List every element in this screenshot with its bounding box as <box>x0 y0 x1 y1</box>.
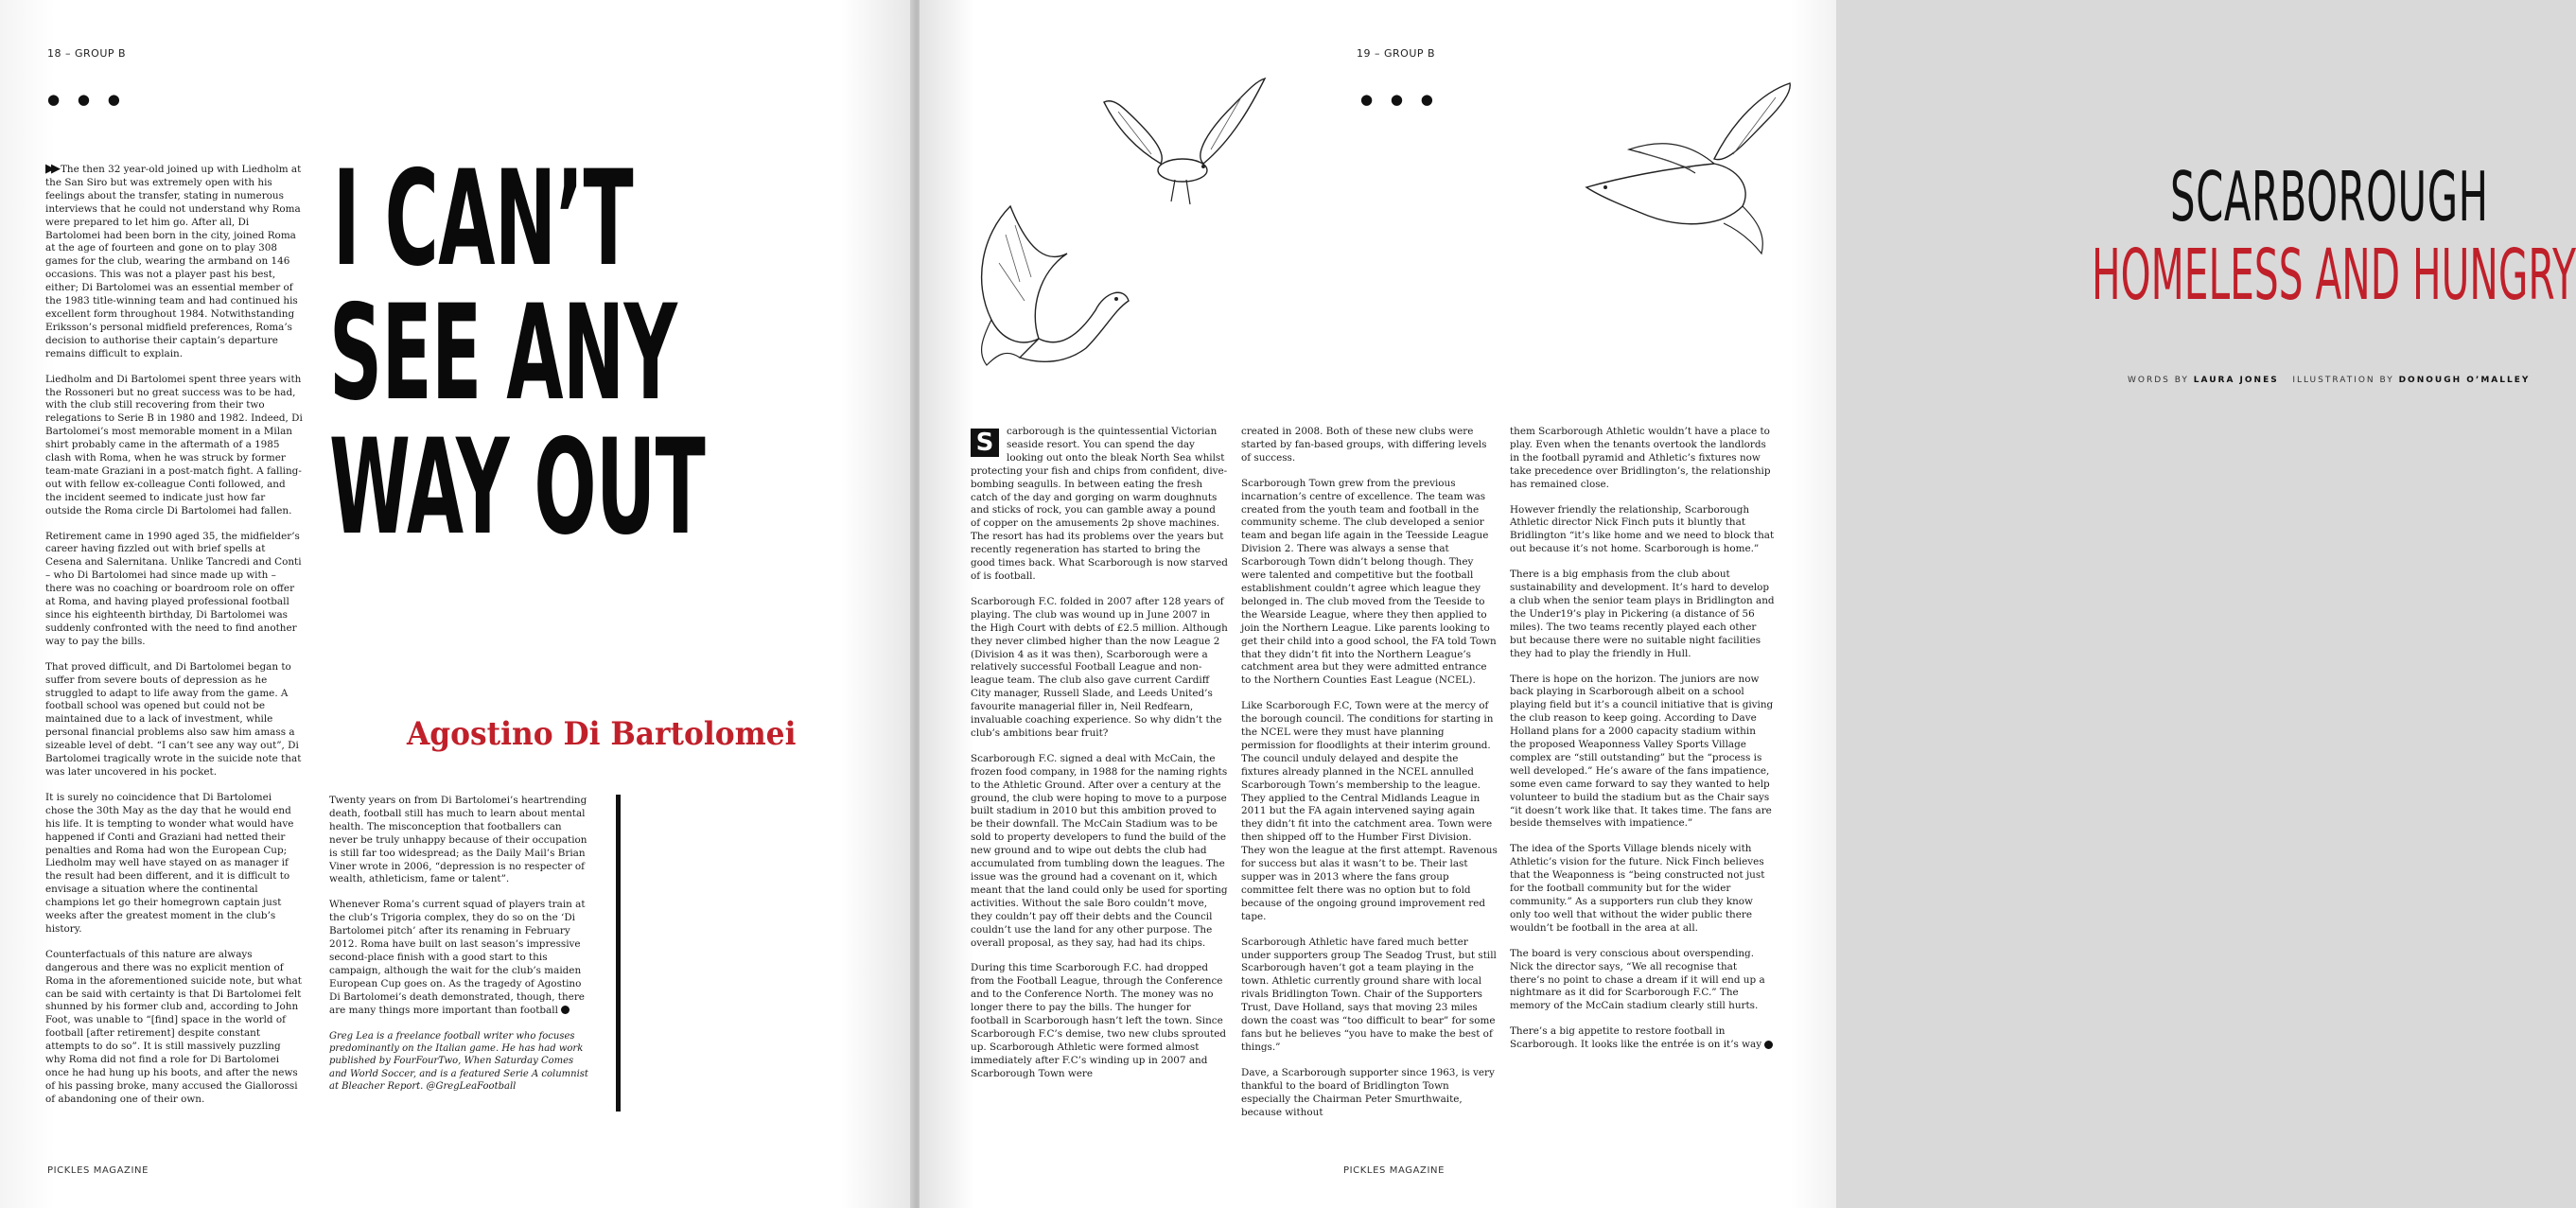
author-bio: Greg Lea is a freelance football writer who focuses predominantly on the Italian game. He has had work published by FourFourTwo, When Saturday Comes and World Soccer, and is a featured Serie A columnist at Bleacher Report. @GregLeaFootball <box>329 1030 588 1093</box>
paragraph: S carborough is the quintessential Victorian seaside resort. You can spend the day looking out onto the bleak North Sea whilst protecting your fish and chips from confident, dive-bombing seagulls. In between eating the fresh catch of the day and gorging on warm doughnuts and sticks of rock, you can gamble away a pound of copper on the amusements 2p shove machines. The resort has had its problems over the years but recently regeneration has started to bring the good times back. What Scarborough is now starved of is football. <box>971 426 1228 582</box>
paragraph: Counterfactuals of this nature are always dangerous and there was no explicit mention of Roma in the aforementioned suicide note, but what can be said with certainty is that Di Bartolomei felt shunned by his former club and, according to John Foot, was unable to “[find] space in the world of football [after retirement] despite constant attempts to do so”. It is still massively puzzling why Roma did not find a role for Di Bartolomei once he had hung up his boots, and after the news of his passing broke, many accused the Giallorossi of abandoning one of their own. <box>45 948 302 1105</box>
article-column-2 <box>329 795 589 1106</box>
paragraph: There is a big emphasis from the club about sustainability and development. It’s hard to develop a club when the senior team plays in Bridlington and the Under19’s play in Pickering (a distance of 56 miles). The two teams recently played each other but because there were no suitable night facilities they had to play the friendly in Hull. <box>1510 569 1775 659</box>
drop-cap: S <box>971 429 999 457</box>
page-footer: PICKLES MAGAZINE <box>47 1165 149 1176</box>
article-subtitle: HOMELESS AND HUNGRY <box>2092 235 2576 316</box>
headline-line: WAY OUT <box>329 411 706 564</box>
paragraph: ▶▶ The then 32 year-old joined up with Liedholm at the San Siro but was extremely open with his feelings about the transfer, stating in numerous interviews that he could not understand why Roma were prepared to let him go. After all, Di Bartolomei had been born in the city, joined Roma at the age of fourteen and gone on to play 308 games for the club, wearing the armband on 146 occasions. This was not a player past his best, either; Di Bartolomei was an essential member of the 1983 title-winning team and had continued his excellent form throughout 1984. Notwithstanding Eriksson’s personal midfield preferences, Roma’s decision to authorise their captain’s departure remains difficult to explain. <box>45 162 302 359</box>
page-folio: 19 – GROUP B <box>1357 47 1436 60</box>
paragraph: It is surely no coincidence that Di Bartolomei chose the 30th May as the day that he would end his life. It is tempting to wonder what would have happened if Conti and Graziani had netted their penalties and Roma had won the European Cup; Liedholm may well have stayed on as manager if the result had been different, and it is difficult to envisage a situation where the continental champions let go their homegrown captain just weeks after the greatest moment in the club’s history. <box>45 791 294 935</box>
page-folio: 18 – GROUP B <box>47 47 127 60</box>
section-dots: ● ● ● <box>47 91 127 108</box>
byline <box>2128 376 2530 385</box>
paragraph: Scarborough F.C. folded in 2007 after 128 years of playing. The club was wound up in June 2007 in the High Court with debts of £2.5 million. Although they never climbed higher than the now League 2 (Division 4 as it was then), Scarborough were a relatively successful Football League and non-league team. The club also gave current Cardiff City manager, Russell Slade, and Leeds United’s favourite managerial filler in, Neil Redfearn, invaluable coaching experience. So why didn’t the club’s ambitions bear fruit? <box>971 595 1228 739</box>
illustrator-name: DONOUGH O’MALLEY <box>2398 376 2531 385</box>
page-footer: PICKLES MAGAZINE <box>1343 1165 1446 1176</box>
paragraph: Dave, a Scarborough supporter since 1963, is very thankful to the board of Bridlington Town especially the Chairman Peter Smurthwaite, because without <box>1241 1066 1495 1118</box>
paragraph: During this time Scarborough F.C. had dropped from the Football League, through the Conference and to the Conference North. The money was no longer there to pay the bills. The hunger for football in Scarborough hasn’t left the town. Since Scarborough F.C’s demise, two new clubs sprouted up. Scarborough Athletic were formed almost immediately after F.C’s winding up in 2007 and Scarborough Town were <box>971 962 1227 1079</box>
paragraph: Whenever Roma’s current squad of players train at the club’s Trigoria complex, they do so on the ‘Di Bartolomei pitch’ after its renaming in February 2012. Roma have built on last season’s impressive second-place finish with a good start to this campaign, although the wait for the club’s maiden European Cup goes on. As the tragedy of Agostino Di Bartolomei’s death demonstrated, though, there are many things more important than football <box>329 899 586 1016</box>
byline-label: WORDS BY <box>2128 376 2189 385</box>
paragraph: Twenty years on from Di Bartolomei’s heartrending death, football still has much to learn about mental health. The misconception that footballers can never be truly unhappy because of their occupation is still far too widespread; as the Daily Mail’s Brian Viner wrote in 2006, “depression is no respecter of wealth, athleticism, fame or talent”. <box>329 795 587 885</box>
paragraph: created in 2008. Both of these new clubs were started by fan-based groups, with differing levels of success. <box>1241 426 1487 464</box>
paragraph: That proved difficult, and Di Bartolomei began to suffer from severe bouts of depression as he struggled to adapt to life away from the game. A football school was opened but could not be maintained due to a lack of investment, while personal financial problems also saw him amass a sizeable level of debt. “I can’t see any way out”, Di Bartolomei tragically wrote in the suicide note that was later uncovered in his pocket. <box>45 660 302 778</box>
paragraph: Retirement came in 1990 aged 35, the midfielder’s career having fizzled out with brief spells at Cesena and Salernitana. Unlike Tancredi and Conti – who Di Bartolomei had since made up with – there was no coaching or boardroom role on offer at Roma, and having played professional football since his eighteenth birthday, Di Bartolomei was suddenly confronted with the need to find another way to pay the bills. <box>45 530 302 647</box>
end-mark-icon <box>1764 1041 1773 1049</box>
left-page <box>0 0 914 1208</box>
paragraph: Liedholm and Di Bartolomei spent three years with the Rossoneri but no great success was to be had, with the club still recovering from their two relegations to Serie B in 1980 and 1982. Indeed, Di Bartolomei’s most memorable moment in a Milan shirt probably came in the aftermath of a 1985 clash with Roma, when he was struck by former team-mate Graziani in a post-match fight. A falling-out with fellow ex-colleague Conti followed, and the incident seemed to indicate just how far outside the Roma circle Di Bartolomei had fallen. <box>45 373 303 516</box>
headline-line: SEE ANY <box>329 276 677 429</box>
paragraph: There’s a big appetite to restore football in Scarborough. It looks like the entrée is on it’s way <box>1510 1025 1775 1052</box>
article-column-3 <box>1510 426 1775 1064</box>
fast-forward-icon: ▶▶ <box>45 162 57 176</box>
section-dots: ● ● ● <box>1360 91 1440 108</box>
byline-label: ILLUSTRATION BY <box>2292 376 2394 385</box>
article-headline <box>329 142 706 564</box>
headline-line: I CAN’T <box>332 142 634 295</box>
paragraph: There is hope on the horizon. The juniors are now back playing in Scarborough albeit on a school playing field but it’s a council initiative that is giving the club reason to keep going. According to Dave Holland plans for a 2000 capacity stadium within the proposed Weaponness Valley Sports Village complex are “still outstanding” but the “process is well developed.” He’s aware of the fans impatience, some even came forward to say they wanted to help volunteer to build the stadium but as the Chair says “it doesn’t work like that. It takes time. The fans are beside themselves with impatience.” <box>1510 673 1774 830</box>
right-page <box>920 0 2576 1208</box>
article-column-1 <box>45 163 303 1119</box>
end-mark-icon <box>561 1006 570 1014</box>
paragraph: The idea of the Sports Village blends nicely with Athletic’s vision for the future. Nick Finch believes that the Weaponness is “being constructed not just for the football community but for the wider community.” As a supporters run club they know only too well that without the wider public there wouldn’t be football in the area at all. <box>1510 843 1765 934</box>
paragraph: Scarborough Town grew from the previous incarnation’s centre of excellence. The team was created from the youth team and football in the community scheme. The club developed a senior team and began life again in the Teesside League Division 2. There was always a sense that Scarborough Town didn’t belong though. They were talented and competitive but the football establishment couldn’t agree which league they belonged in. The club moved from the Teeside to the Wearside League, where they then applied to join the Northern League. Like parents looking to get their child into a good school, the FA told Town that they didn’t fit into the Northern League’s catchment area but they were admitted entrance to the Northern Counties East League (NCEL). <box>1241 477 1497 687</box>
seagull-illustration-left <box>954 197 1133 376</box>
article-title: SCARBOROUGH <box>2170 157 2489 236</box>
paragraph: Scarborough Athletic have fared much better under supporters group The Seadog Trust, but still Scarborough haven’t got a team playing in the town. Athletic currently ground share with local rivals Bridlington Town. Chair of the Supporters Trust, Dave Holland, says that moving 23 miles down the coast was “too difficult to bear” for some fans but he believes “you have to make the best of things.” <box>1241 936 1497 1053</box>
article-column-2 <box>1241 426 1498 1131</box>
paragraph: However friendly the relationship, Scarborough Athletic director Nick Finch puts it bluntly that Bridlington “it’s like home and we need to block that out because it’s not home. Scarborough is home.” <box>1510 503 1775 555</box>
paragraph: Like Scarborough F.C, Town were at the mercy of the borough council. The conditions for starting in the NCEL were they must have planning permission for floodlights at their interim ground. The council unduly delayed and despite the fixtures already planned in the NCEL annulled Scarborough Town’s membership to the league. They applied to the Central Midlands League in 2011 but the FA again intervened saying again they didn’t fit into the catchment area. Town were then shipped off to the Humber First Division. They won the league at the first attempt. Ravenous for success but alas it wasn’t to be. Their last supper was in 2013 where the fans group committee felt there was no option but to fold because of the ongoing ground improvement red tape. <box>1241 700 1498 922</box>
seagull-illustration-right <box>1572 74 1799 263</box>
paragraph: The board is very conscious about overspending. Nick the director says, “We all recognise that there’s no point to chase a dream if it will end up a nightmare as it did for Scarborough F.C.” The memory of the McCain stadium clearly still hurts. <box>1510 947 1765 1012</box>
article-subject: Agostino Di Bartolomei <box>407 715 797 753</box>
divider-bar <box>616 795 621 1112</box>
paragraph: them Scarborough Athletic wouldn’t have a place to play. Even when the tenants overtook the landlords in the football pyramid and Athletic’s fixtures now take precedence over Bridlington’s, the relationship has remained close. <box>1510 426 1771 490</box>
seagull-illustration-center <box>1099 74 1270 211</box>
author-name: LAURA JONES <box>2193 376 2279 385</box>
paragraph: Scarborough F.C. signed a deal with McCain, the frozen food company, in 1988 for the naming rights to the Athletic Ground. After over a century at the ground, the club were hoping to move to a purpose built stadium in 2010 but this ambition proved to be their downfall. The McCain Stadium was to be sold to property developers to fund the build of the new ground and to wipe out debts the club had accumulated from tumbling down the leagues. The issue was the ground had a covenant on it, which meant that the land could only be used for sporting activities. Without the sale Boro couldn’t move, they couldn’t pay off their debts and the Council couldn’t use the land for any other purpose. The overall proposal, as they say, had had its chips. <box>971 752 1228 949</box>
article-column-1 <box>971 426 1228 1094</box>
